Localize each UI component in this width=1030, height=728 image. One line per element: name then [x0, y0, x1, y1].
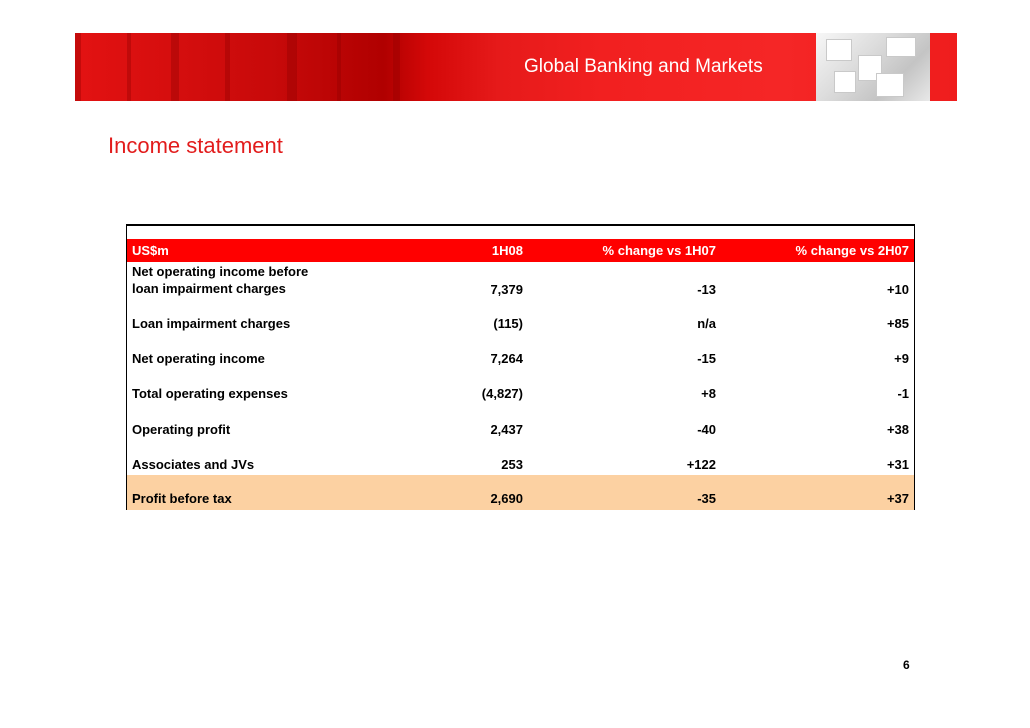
table-row [127, 383, 914, 405]
row-label-line1: Net operating income before [132, 264, 309, 279]
value-vs-2h07: +9 [894, 351, 909, 366]
page-title: Income statement [108, 133, 283, 158]
row-label: Associates and JVs [132, 457, 255, 472]
value-1h08: 2,437 [490, 422, 523, 437]
value-1h08: 2,690 [490, 491, 523, 506]
table-header-row [127, 239, 914, 262]
value-vs-2h07: +85 [886, 316, 909, 331]
column-header-vs-2h07: % change vs 2H07 [795, 243, 909, 258]
column-header-1h08: 1H08 [491, 243, 523, 258]
value-1h08: (4,827) [481, 386, 523, 401]
banner-title: Global Banking and Markets [524, 56, 763, 77]
table-row [127, 313, 914, 335]
value-1h08: 253 [501, 457, 523, 472]
table-row [127, 419, 914, 441]
row-label: Loan impairment charges [132, 316, 291, 331]
value-vs-1h07: -40 [697, 422, 716, 437]
row-label: Profit before tax [132, 491, 232, 506]
value-vs-2h07: +37 [886, 491, 909, 506]
puzzle-image [816, 33, 930, 101]
table-row [127, 348, 914, 370]
income-statement-table [126, 224, 915, 510]
row-label-line2: loan impairment charges [132, 281, 286, 296]
row-label: Total operating expenses [132, 386, 288, 401]
row-label: Operating profit [132, 422, 231, 437]
row-label: Net operating income [132, 351, 265, 366]
table-row-total [127, 475, 914, 510]
value-vs-1h07: -35 [697, 491, 716, 506]
page-number: 6 [903, 658, 910, 672]
value-vs-1h07: +122 [686, 457, 716, 472]
column-header-vs-1h07: % change vs 1H07 [602, 243, 716, 258]
value-vs-1h07: -13 [697, 282, 716, 297]
table-row [127, 454, 914, 476]
value-vs-2h07: +10 [886, 282, 909, 297]
value-vs-2h07: +31 [886, 457, 909, 472]
value-vs-1h07: -15 [697, 351, 716, 366]
value-1h08: 7,264 [490, 351, 523, 366]
column-header-label: US$m [132, 243, 169, 258]
value-vs-2h07: -1 [897, 386, 909, 401]
value-vs-2h07: +38 [886, 422, 909, 437]
value-1h08: 7,379 [490, 282, 523, 297]
value-vs-1h07: +8 [701, 386, 716, 401]
value-1h08: (115) [493, 316, 523, 331]
value-vs-1h07: n/a [697, 316, 716, 331]
table-row [127, 263, 914, 299]
